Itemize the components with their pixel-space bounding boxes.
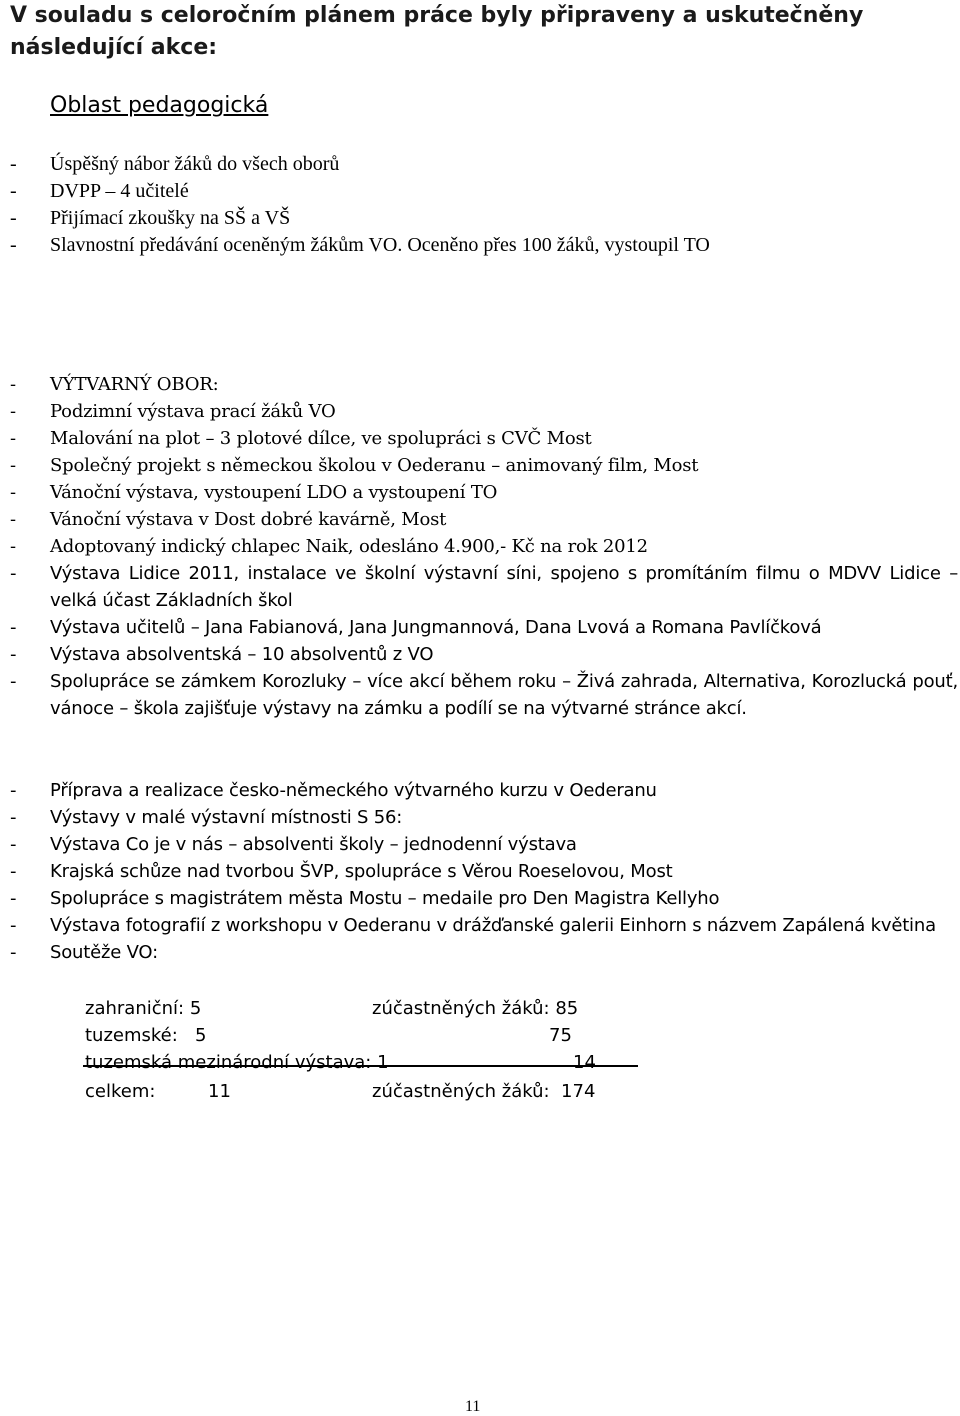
list-item: - Přijímací zkoušky na SŠ a VŠ	[0, 205, 960, 232]
list-item: - Vánoční výstava, vystoupení LDO a vystoupení TO	[0, 479, 960, 506]
list-item: - Vánoční výstava v Dost dobré kavárně, Most	[0, 506, 960, 533]
stats-total-count: 11	[208, 1081, 231, 1102]
list-item: - Společný projekt s německou školou v Oederanu – animovaný film, Most	[0, 452, 960, 479]
total-divider	[83, 1065, 638, 1067]
visual-art-cooperation-list	[0, 777, 960, 966]
list-item: - Výstava absolventská – 10 absolventů z VO	[0, 641, 960, 668]
stats-foreign-students: zúčastněných žáků: 85	[372, 998, 579, 1019]
list-item: - VÝTVARNÝ OBOR:	[0, 371, 960, 398]
stats-total-label: celkem:	[85, 1081, 156, 1102]
stats-foreign-label: zahraniční: 5	[85, 998, 202, 1019]
list-item: - Výstava Lidice 2011, instalace ve školní výstavní síni, spojeno s promítáním filmu o MDVV Lidice – velká účast Základních škol	[0, 560, 960, 614]
list-item: - Malování na plot – 3 plotové dílce, ve spolupráci s CVČ Most	[0, 425, 960, 452]
list-item: - Výstava učitelů – Jana Fabianová, Jana Jungmannová, Dana Lvová a Romana Pavlíčková	[0, 614, 960, 641]
list-item: - Podzimní výstava prací žáků VO	[0, 398, 960, 425]
page-number: 11	[465, 1398, 481, 1415]
stats-domestic-label: tuzemské: 5	[85, 1025, 207, 1046]
list-item: - Výstava Co je v nás – absolventi školy – jednodenní výstava	[0, 831, 960, 858]
page-heading: V souladu s celoročním plánem práce byly připraveny a uskutečněny následující akce:	[10, 3, 864, 60]
list-item: - Krajská schůze nad tvorbou ŠVP, spolupráce s Věrou Roeselovou, Most	[0, 858, 960, 885]
stats-total-students: zúčastněných žáků: 174	[372, 1081, 596, 1102]
stats-domestic-international-students: 14	[573, 1052, 596, 1073]
list-item: - Spolupráce se zámkem Korozluky – více akcí během roku – Živá zahrada, Alternativa, Korozlucká pouť, vánoce – škola zajišťuje výstavy na zámku a podílí se na výtvarné stránce akcí.	[0, 668, 960, 722]
list-item: - Příprava a realizace česko-německého výtvarného kurzu v Oederanu	[0, 777, 960, 804]
stats-domestic-students: 75	[549, 1025, 572, 1046]
stats-domestic-international-label: tuzemská mezinárodní výstava: 1	[85, 1052, 389, 1073]
list-item: - Výstava fotografií z workshopu v Oederanu v drážďanské galerii Einhorn s názvem Zapálená květina	[0, 912, 960, 939]
visual-art-exhibitions-list	[0, 560, 960, 722]
visual-art-list	[0, 371, 960, 560]
list-item: - Soutěže VO:	[0, 939, 960, 966]
list-item: - Výstavy v malé výstavní místnosti S 56:	[0, 804, 960, 831]
list-item: - Úspěšný nábor žáků do všech oborů	[0, 151, 960, 178]
list-item: - Adoptovaný indický chlapec Naik, odesláno 4.900,- Kč na rok 2012	[0, 533, 960, 560]
list-item: - Slavnostní předávání oceněným žákům VO. Oceněno přes 100 žáků, vystoupil TO	[0, 232, 960, 259]
list-item: - Spolupráce s magistrátem města Mostu – medaile pro Den Magistra Kellyho	[0, 885, 960, 912]
pedagogical-list	[0, 151, 960, 259]
list-item: - DVPP – 4 učitelé	[0, 178, 960, 205]
section-title-pedagogical: Oblast pedagogická	[50, 93, 269, 118]
